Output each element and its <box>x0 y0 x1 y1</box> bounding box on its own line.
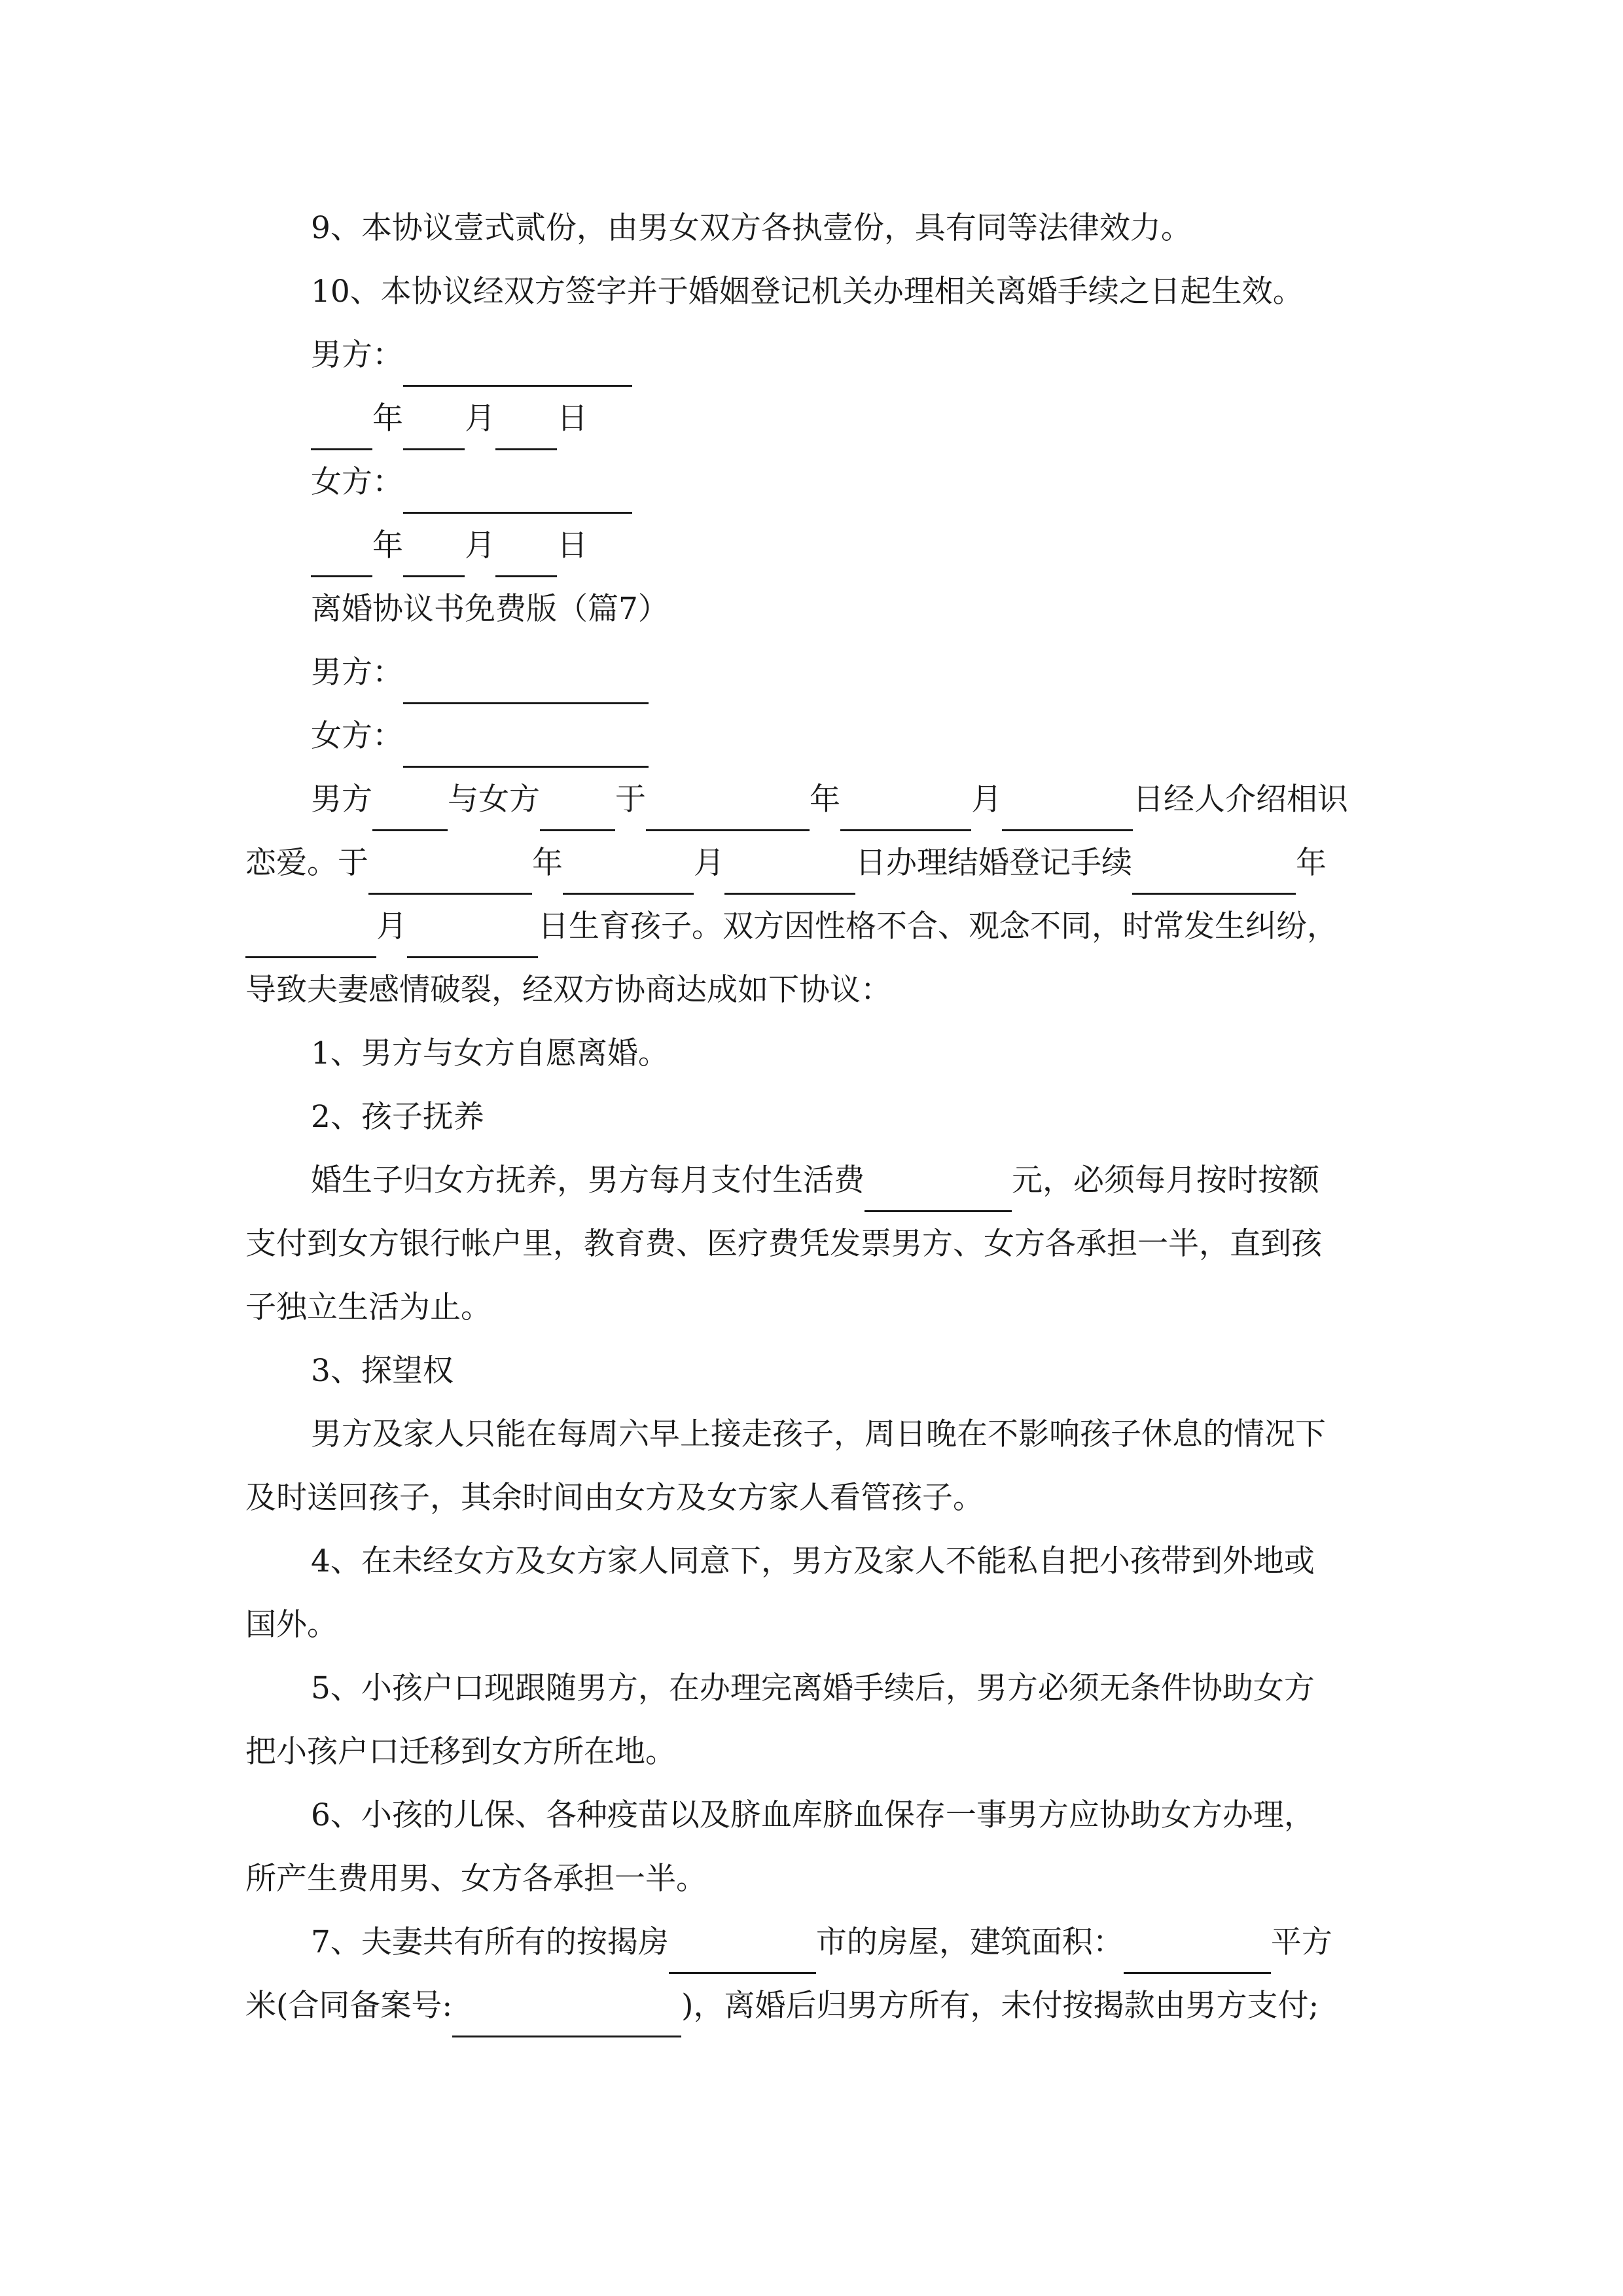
intro-line-4: 导致夫妻感情破裂，经双方协商达成如下协议： <box>245 972 891 1008</box>
intro-text: 恋爱。于 <box>245 845 368 881</box>
clause-2-title: 2、孩子抚养 <box>311 1099 484 1135</box>
clause-7-line-2 <box>245 1974 1391 2037</box>
intro-text: 年 <box>532 845 563 881</box>
day-label: 日 <box>557 528 588 564</box>
female-signature-label: 女方： <box>311 464 403 500</box>
intro-text: 月 <box>971 781 1002 817</box>
clause-text: 平方 <box>1270 1924 1332 1960</box>
year-blank <box>368 856 532 895</box>
intro-text: 与女方 <box>448 781 540 817</box>
clause-1: 1、男方与女方自愿离婚。 <box>311 1035 669 1071</box>
clause-10: 10、本协议经双方签字并于婚姻登记机关办理相关离婚手续之日起生效。 <box>311 274 1304 310</box>
clause-9: 9、本协议壹式贰份，由男女双方各执壹份，具有同等法律效力。 <box>311 210 1192 246</box>
clause-2-line-2: 支付到女方银行帐户里，教育费、医疗费凭发票男方、女方各承担一半，直到孩 <box>245 1226 1322 1262</box>
intro-line-2 <box>245 831 1391 895</box>
contract-number-blank <box>452 1999 681 2037</box>
party-female-line <box>311 704 1391 768</box>
female-signature-blank <box>403 475 632 514</box>
year-blank <box>646 793 810 831</box>
clause-text: 元，必须每月按时按额 <box>1012 1162 1319 1198</box>
day-label: 日 <box>557 401 588 437</box>
section-title: 离婚协议书免费版（篇7） <box>311 591 669 627</box>
clause-text: 婚生子归女方抚养，男方每月支付生活费 <box>311 1162 865 1198</box>
female-signature-date <box>311 514 1391 577</box>
living-expense-blank <box>865 1174 1012 1212</box>
intro-text: 于 <box>615 781 646 817</box>
intro-line-1 <box>311 768 1391 831</box>
clause-4-line-2: 国外。 <box>245 1607 338 1643</box>
year-label: 年 <box>372 401 403 437</box>
party-female-blank <box>403 729 649 768</box>
party-male-line <box>311 641 1391 704</box>
clause-7-line-1 <box>311 1910 1391 1974</box>
area-blank <box>1124 1935 1271 1974</box>
clause-text: 市的房屋，建筑面积： <box>815 1924 1124 1960</box>
female-signature-line <box>311 450 1391 514</box>
clause-5-line-2: 把小孩户口迁移到女方所在地。 <box>245 1734 676 1770</box>
month-blank <box>840 793 971 831</box>
day-blank <box>724 856 855 895</box>
male-signature-blank <box>403 348 632 387</box>
male-signature-date <box>311 387 1391 450</box>
intro-text: 日办理结婚登记手续 <box>855 845 1132 881</box>
month-blank <box>403 412 465 450</box>
clause-6-line-2: 所产生费用男、女方各承担一半。 <box>245 1861 707 1897</box>
day-blank <box>495 412 557 450</box>
month-blank <box>403 539 465 577</box>
intro-text: 男方 <box>311 781 372 817</box>
female-name-blank <box>540 793 615 831</box>
clause-3-line-1: 男方及家人只能在每周六早上接走孩子，周日晚在不影响孩子休息的情况下 <box>311 1416 1326 1452</box>
male-signature-line <box>311 323 1391 387</box>
clause-3-line-2: 及时送回孩子，其余时间由女方及女方家人看管孩子。 <box>245 1480 984 1516</box>
intro-text: 年 <box>810 781 840 817</box>
clause-text: )，离婚后归男方所有，未付按揭款由男方支付; <box>681 1988 1319 2024</box>
clause-2-line-3: 子独立生活为止。 <box>245 1289 491 1325</box>
year-label: 年 <box>372 528 403 564</box>
year-blank <box>1132 856 1296 895</box>
day-blank <box>1002 793 1133 831</box>
month-blank <box>563 856 694 895</box>
intro-line-3 <box>245 895 1391 958</box>
day-blank <box>495 539 557 577</box>
clause-5-line-1: 5、小孩户口现跟随男方，在办理完离婚手续后，男方必须无条件协助女方 <box>311 1670 1315 1706</box>
clause-text: 米(合同备案号: <box>245 1988 453 2024</box>
month-label: 月 <box>465 528 495 564</box>
clause-2-line-1 <box>311 1149 1391 1212</box>
month-label: 月 <box>465 401 495 437</box>
clause-text: 7、夫妻共有所有的按揭房 <box>311 1924 669 1960</box>
male-signature-label: 男方： <box>311 337 403 373</box>
clause-6-line-1: 6、小孩的儿保、各种疫苗以及脐血库脐血保存一事男方应协助女方办理， <box>311 1797 1315 1833</box>
month-blank <box>245 920 376 958</box>
party-male-blank <box>403 666 649 704</box>
intro-text: 日生育孩子。双方因性格不合、观念不同，时常发生纠纷， <box>538 908 1338 944</box>
male-name-blank <box>372 793 448 831</box>
clause-4-line-1: 4、在未经女方及女方家人同意下，男方及家人不能私自把小孩带到外地或 <box>311 1543 1315 1579</box>
intro-text: 日经人介绍相识 <box>1133 781 1348 817</box>
clause-3-title: 3、探望权 <box>311 1353 454 1389</box>
intro-text: 年 <box>1296 845 1327 881</box>
day-blank <box>407 920 538 958</box>
intro-text: 月 <box>694 845 724 881</box>
party-male-label: 男方： <box>311 655 403 691</box>
intro-text: 月 <box>376 908 407 944</box>
year-blank <box>311 539 372 577</box>
year-blank <box>311 412 372 450</box>
city-blank <box>669 1935 816 1974</box>
party-female-label: 女方： <box>311 718 403 754</box>
